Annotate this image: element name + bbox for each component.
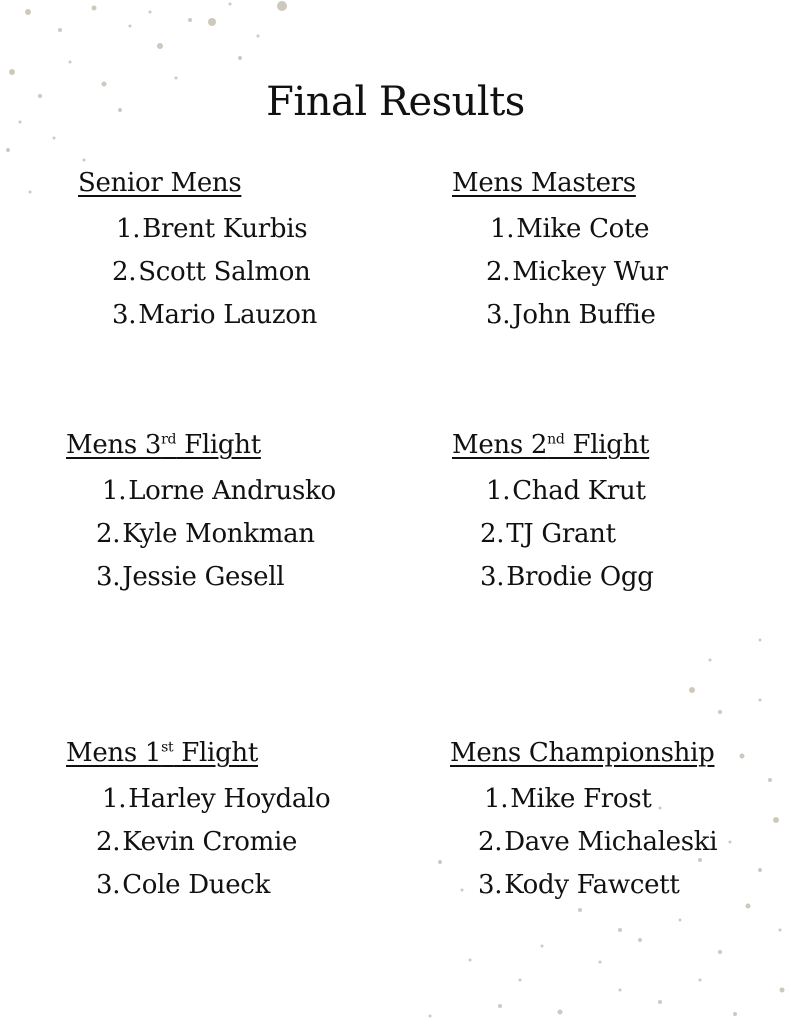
rank: 3. — [96, 870, 121, 900]
heading-suffix: Flight — [176, 430, 261, 460]
section-mens-2nd-flight — [452, 428, 791, 599]
heading-suffix: Flight — [173, 738, 259, 768]
heading-suffix: Flight — [564, 430, 650, 460]
result-item — [96, 513, 406, 556]
heading-prefix: Mens 2 — [452, 430, 548, 460]
rank: 3. — [112, 300, 137, 330]
section-heading: Mens Championship — [450, 738, 715, 768]
rank: 1. — [116, 214, 141, 244]
player-name: Mickey Wur — [512, 257, 668, 287]
player-name: Kyle Monkman — [122, 519, 315, 549]
section-heading — [66, 736, 406, 770]
section-mens-3rd-flight — [66, 428, 406, 599]
result-item — [96, 821, 406, 864]
rank: 2. — [486, 257, 511, 287]
results-list — [452, 470, 791, 599]
heading-prefix: Mens 3 — [66, 430, 162, 460]
rank: 1. — [484, 784, 509, 814]
player-name: Mike Frost — [510, 784, 652, 814]
result-item — [96, 556, 406, 599]
result-item — [478, 864, 790, 907]
result-item — [112, 251, 418, 294]
rank: 2. — [478, 827, 503, 857]
rank: 2. — [112, 257, 137, 287]
rank: 2. — [96, 519, 121, 549]
section-heading — [452, 428, 791, 462]
result-item — [478, 821, 790, 864]
page-title: Final Results — [266, 79, 525, 125]
player-name: Cole Dueck — [122, 870, 271, 900]
result-item — [112, 294, 418, 337]
section-mens-championship — [450, 736, 790, 907]
result-item — [478, 778, 790, 821]
rank: 3. — [478, 870, 503, 900]
rank: 3. — [96, 562, 121, 592]
player-name: Kevin Cromie — [122, 827, 298, 857]
rank: 1. — [102, 476, 127, 506]
heading-ordinal: rd — [161, 431, 177, 448]
section-heading: Senior Mens — [78, 168, 242, 198]
rank: 1. — [486, 476, 511, 506]
result-item — [480, 470, 791, 513]
rank: 3. — [480, 562, 505, 592]
player-name: Scott Salmon — [138, 257, 311, 287]
section-senior-mens — [78, 166, 418, 337]
results-list — [452, 208, 791, 337]
result-item — [96, 778, 406, 821]
results-list — [450, 778, 790, 907]
player-name: Harley Hoydalo — [128, 784, 331, 814]
rank: 3. — [486, 300, 511, 330]
player-name: Jessie Gesell — [122, 562, 285, 592]
player-name: Brent Kurbis — [142, 214, 308, 244]
heading-prefix: Mens 1 — [66, 738, 162, 768]
player-name: Brodie Ogg — [506, 562, 654, 592]
results-list — [66, 470, 406, 599]
result-item — [480, 513, 791, 556]
player-name: Mario Lauzon — [138, 300, 318, 330]
result-item — [96, 470, 406, 513]
section-heading — [66, 428, 406, 462]
heading-ordinal: nd — [547, 431, 565, 448]
rank: 2. — [480, 519, 505, 549]
rank: 2. — [96, 827, 121, 857]
player-name: TJ Grant — [506, 519, 616, 549]
player-name: Chad Krut — [512, 476, 646, 506]
result-item — [96, 864, 406, 907]
results-list — [78, 208, 418, 337]
player-name: John Buffie — [512, 300, 656, 330]
player-name: Mike Cote — [516, 214, 650, 244]
player-name: Kody Fawcett — [504, 870, 680, 900]
rank: 1. — [102, 784, 127, 814]
section-mens-1st-flight — [66, 736, 406, 907]
section-mens-masters — [452, 166, 791, 337]
player-name: Lorne Andrusko — [128, 476, 336, 506]
result-item — [486, 251, 791, 294]
section-heading: Mens Masters — [452, 168, 636, 198]
result-item — [112, 208, 418, 251]
result-item — [486, 208, 791, 251]
results-list — [66, 778, 406, 907]
result-item — [486, 294, 791, 337]
heading-ordinal: st — [161, 739, 174, 756]
rank: 1. — [490, 214, 515, 244]
player-name: Dave Michaleski — [504, 827, 718, 857]
result-item — [480, 556, 791, 599]
